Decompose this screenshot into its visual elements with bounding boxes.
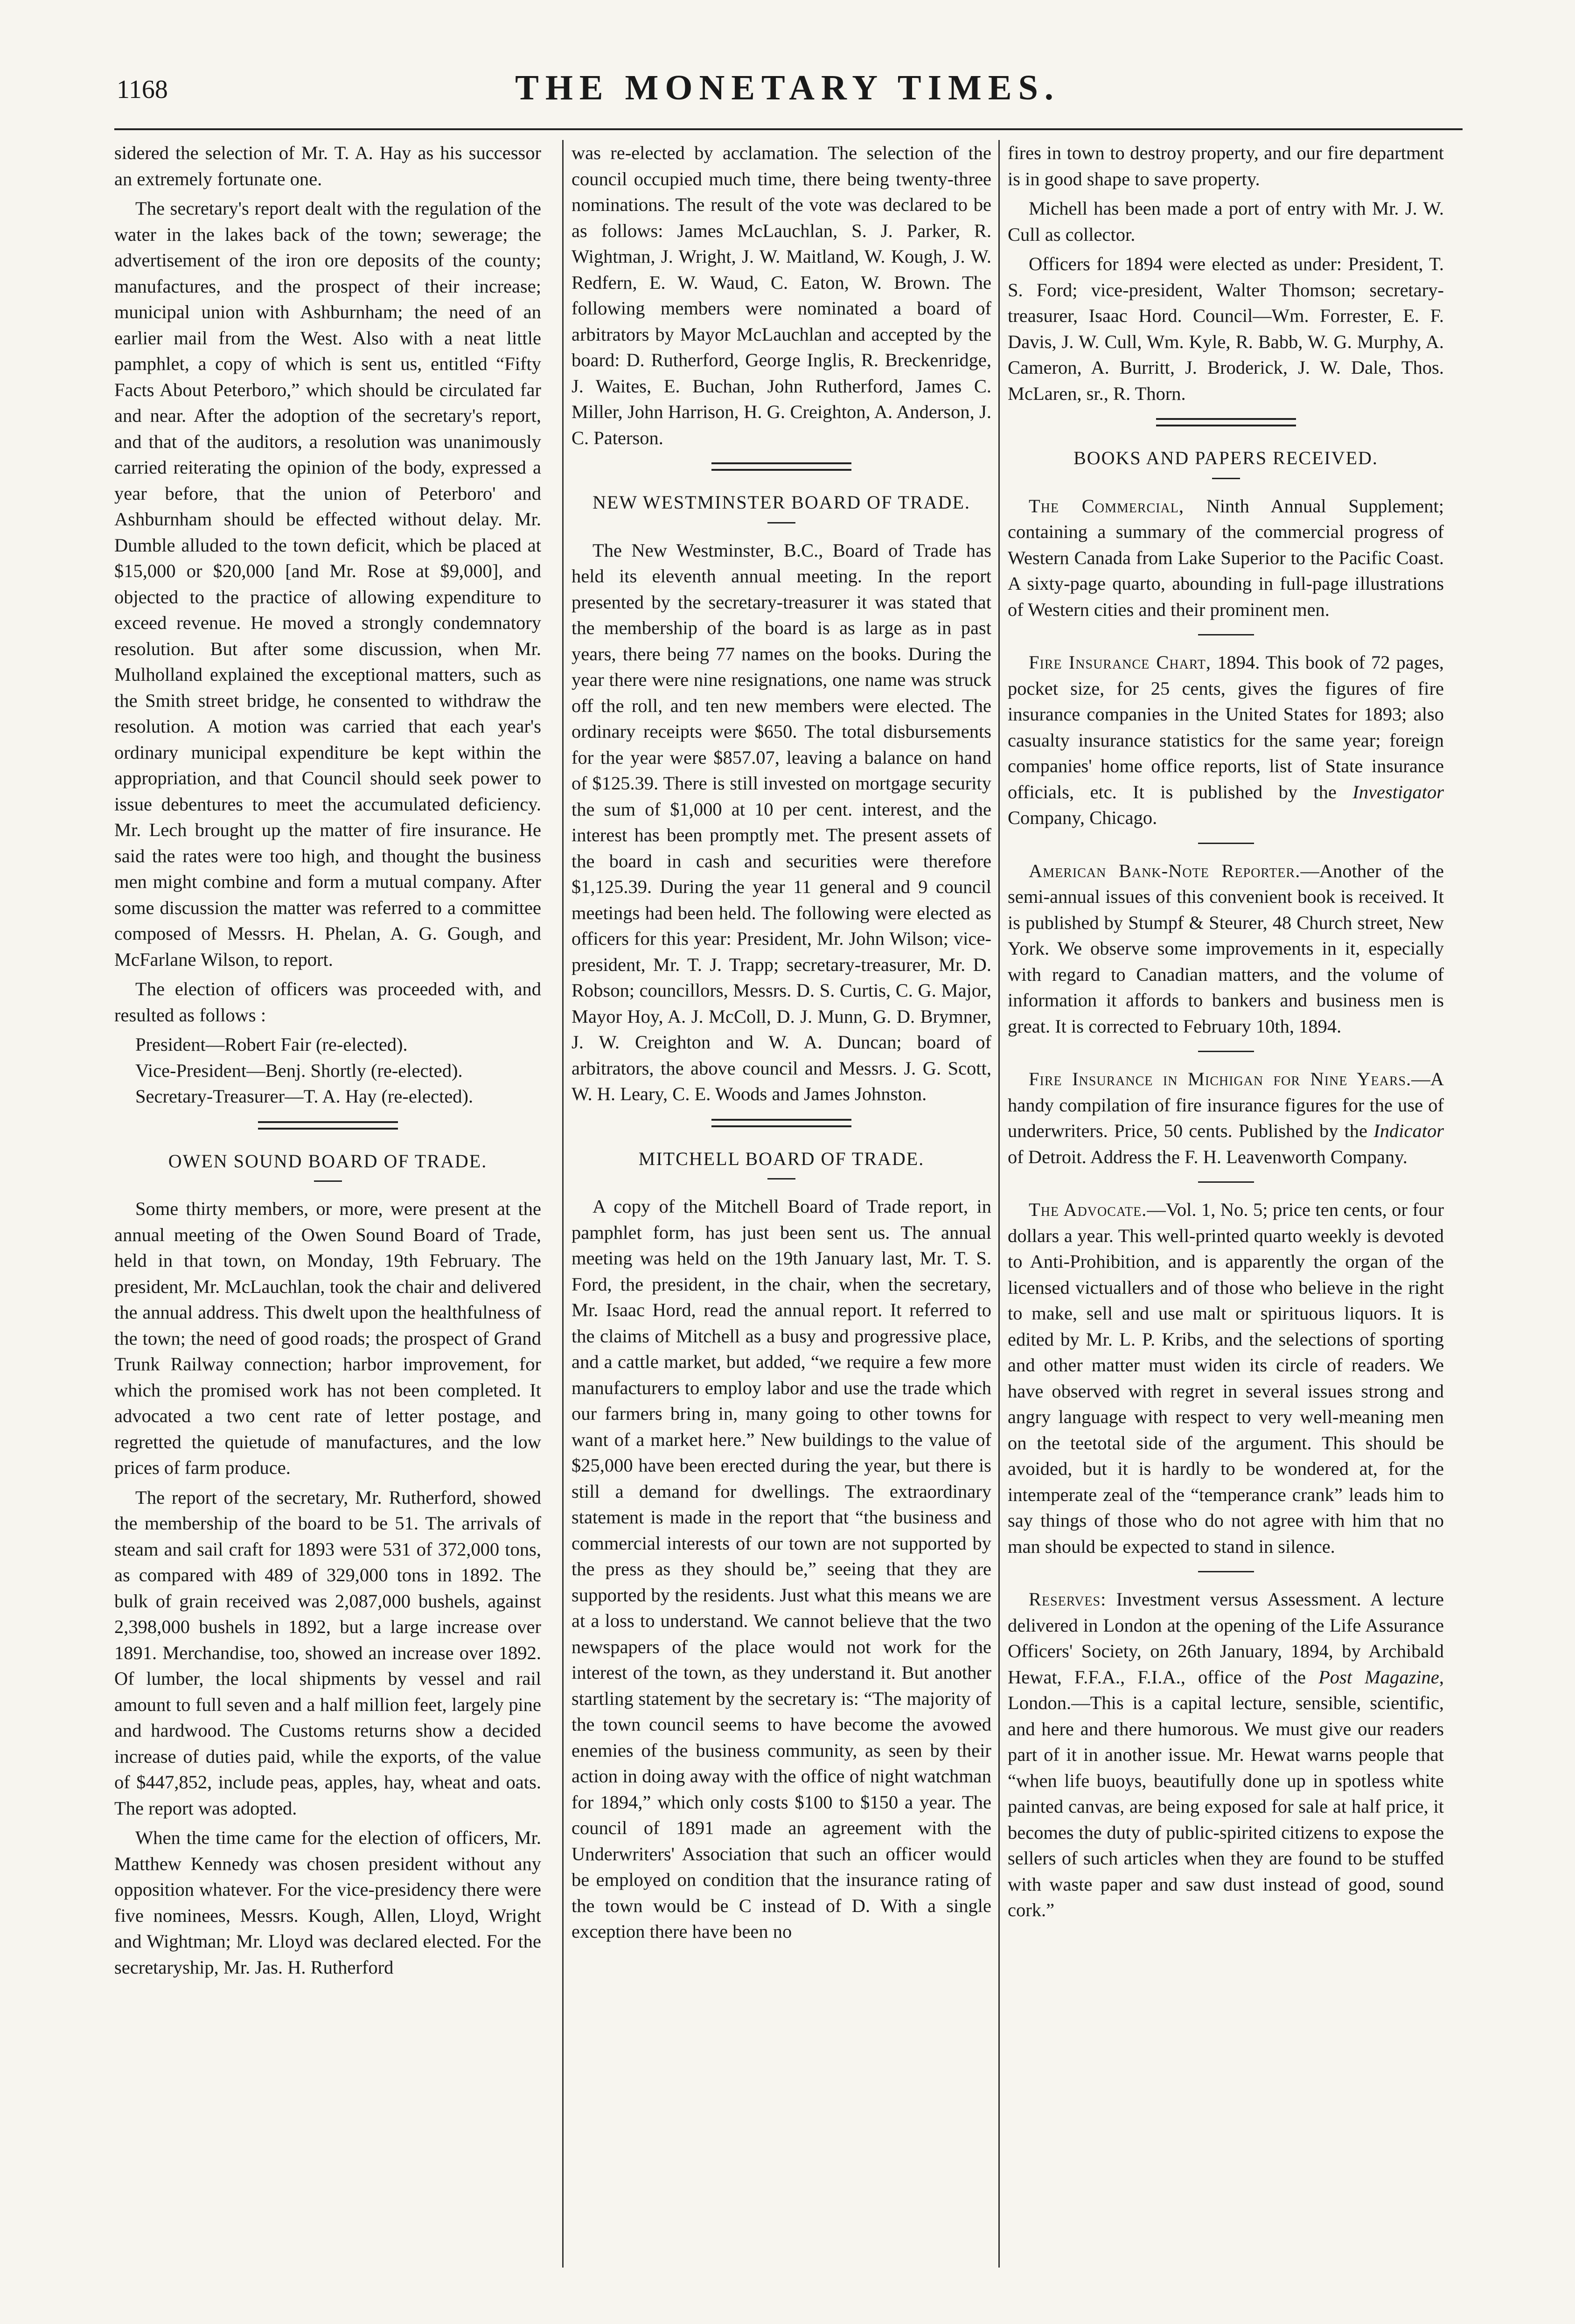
paragraph: When the time came for the election of officers, Mr. Matthew Kennedy was chosen president without any opposition whatever. For the vice-presidency there were five nominees, Messrs. Kough, Allen, Lloyd, Wright and Wightman; Mr. Lloyd was declared elected. For the secretaryship, Mr. Jas. H. Rutherford	[114, 1827, 541, 1978]
review-title: Fire Insurance Chart,	[1029, 652, 1212, 673]
review-entry	[1008, 493, 1444, 623]
section-heading: BOOKS AND PAPERS RECEIVED.	[1073, 447, 1378, 468]
paragraph: fires in town to destroy property, and our fire department is in good shape to save property.	[1008, 142, 1444, 189]
paragraph: sidered the selection of Mr. T. A. Hay as his successor an extremely fortunate one.	[114, 142, 541, 189]
review-entry	[1008, 858, 1444, 1040]
section-rule	[258, 1121, 398, 1130]
section-heading: OWEN SOUND BOARD OF TRADE.	[168, 1150, 488, 1172]
paragraph: The New Westminster, B.C., Board of Trade has held its eleventh annual meeting. In the report presented by the secretary-treasurer it was stated that the membership of the board is as large as in past years, there being 77 names on the books. During the year there were nine resignations, one name was struck off the roll, and ten new members were elected. The ordinary receipts were $650. The total disbursements for the year were $857.07, leaving a balance on hand of $125.39. There is still invested on mortgage security the sum of $1,000 at 10 per cent. interest, and the interest has been promptly met. The present assets of the board in cash and securities were therefore $1,125.39. During the year 11 general and 9 council meetings had been held. The following were elected as officers for this year: President, Mr. John Wilson; vice-president, Mr. T. J. Trapp; secretary-treasurer, Mr. D. Robson; councillors, Messrs. D. S. Curtis, C. G. Major, Mayor Hoy, A. J. McColl, D. J. Munn, G. D. Brymner, J. W. Creighton and W. A. Duncan; board of arbitrators, the above council and Messrs. J. G. Scott, W. H. Leary, C. E. Woods and James Johnston.	[571, 539, 991, 1104]
paragraph: The secretary's report dealt with the regulation of the water in the lakes back of the town; sewerage; the advertisement of the iron ore deposits of the county; manufactures, and the prospect of their increase; municipal union with Ashburnham; the need of an earlier mail from the West. Also with a neat little pamphlet, a copy of which is sent us, entitled “Fifty Facts About Peterboro,” which should be circulated far and near. After the adoption of the secretary's report, and that of the auditors, a resolution was unanimously carried reiterating the opinion of the body, expressed a year before, that the union of Peterboro' and Ashburnham should be effected without delay. Mr. Dumble alluded to the town deficit, which be placed at $15,000 or $20,000 [and Mr. Rose at $9,000], and objected to the practice of allowing expenditure to exceed revenue. He moved a strongly condemnatory resolution. But after some discussion, when Mr. Mulholland explained the exceptional matters, such as the Smith street bridge, he consented to withdraw the resolution. A motion was carried that each year's ordinary municipal expenditure be kept within the appropriation, and that Council should seek power to issue debentures to meet the accumulated deficiency. Mr. Lech brought up the matter of fire insurance. He said the rates were too high, and thought the business men might combine and form a mutual company. After some discussion the matter was referred to a committee composed of Messrs. H. Phelan, A. G. Gough, and McFarlane Wilson, to report.	[114, 198, 541, 970]
item-rule	[1198, 843, 1254, 844]
review-text: , London.—This is a capital lecture, sensible, scientific, and here and there humorous. We must give our readers part of it in another issue. Mr. Hewat warns people that “when life buoys, beautifully done up in spotless white painted canvas, are being exposed for sale at half price, it becomes the duty of public-spirited citizens to expose the sellers of such articles when they are found to be stuffed with waste paper and saw dust instead of good, sound cork.”	[1008, 1666, 1444, 1920]
column-divider	[998, 140, 1000, 2268]
header-rule	[114, 128, 1463, 130]
review-italic: Indicator	[1373, 1120, 1444, 1141]
paragraph: was re-elected by acclamation. The selection of the council occupied much time, there being twenty-three nominations. The result of the vote was declared to be as follows: James McLauchlan, S. J. Parker, R. Wightman, J. Wright, J. W. Maitland, W. Kough, J. W. Redfern, E. W. Waud, C. Eaton, W. Brown. The following members were nominated a board of arbitrators by Mayor McLauchlan and accepted by the board: D. Rutherford, George Inglis, R. Breckenridge, J. Waites, E. Buchan, John Rutherford, James C. Miller, John Harrison, H. G. Creighton, A. Anderson, J. C. Paterson.	[571, 142, 991, 448]
section-rule	[711, 1119, 851, 1127]
review-text: 1894. This book of 72 pages, pocket size, for 25 cents, gives the figures of fire insurance companies in the United States for 1893; also casualty insurance statistics for the same year; foreign companies' home office reports, list of State insurance officials, etc. It is published by the	[1008, 652, 1444, 803]
review-text: —Another of the semi-annual issues of this convenient book is received. It is published by Stumpf & Steurer, 48 Church street, New York. We observe some improvements in it, especially with regard to Canadian matters, and the volume of information it affords to bankers and business men is great. It is corrected to February 10th, 1894.	[1008, 860, 1444, 1037]
paragraph: The report of the secretary, Mr. Rutherford, showed the membership of the board to be 51. The arrivals of steam and sail craft for 1893 were 531 of 372,000 tons, as compared with 489 of 329,000 tons in 1892. The bulk of grain received was 2,087,000 bushels, against 2,398,000 bushels in 1892, but a large increase over 1891. Merchandise, too, showed an increase over 1892. Of lumber, the local shipments by vessel and rail amount to full seven and a half million feet, largely pine and hardwood. The Customs returns show a decided increase of duties paid, while the exports, of the value of $447,852, include peas, apples, hay, wheat and oats. The report was adopted.	[114, 1487, 541, 1819]
review-title: American Bank-Note Reporter.	[1029, 860, 1301, 881]
review-text: —Vol. 1, No. 5; price ten cents, or four dollars a year. This well-printed quarto weekly is devoted to Anti-Prohibition, and is apparently the organ of the licensed victuallers and of those who believe in the right to make, sell and use malt or spirituous liquors. It is edited by Mr. L. P. Kribs, and the selections of sporting and other matter must widen its circle of readers. We have observed with regret in several issues strong and angry language with respect to very well-meaning men on the teetotal side of the argument. This should be avoided, but it is hardly to be wondered at, for the intemperate zeal of the “temperance crank” leads him to say things of those who do not agree with him that no man should be expected to stand in silence.	[1008, 1199, 1444, 1557]
page-number: 1168	[117, 75, 168, 104]
review-entry	[1008, 649, 1444, 831]
column-divider	[562, 140, 564, 2268]
review-entry	[1008, 1586, 1444, 1923]
section-rule	[711, 462, 851, 471]
review-text: of Detroit. Address the F. H. Leavenworth Company.	[1008, 1146, 1408, 1167]
review-entry	[1008, 1197, 1444, 1559]
item-rule	[1198, 1571, 1254, 1572]
review-text: —A handy compilation of fire insurance figures for the use of underwriters. Price, 50 cents. Published by the	[1008, 1068, 1444, 1141]
masthead-title: THE MONETARY TIMES.	[515, 68, 1060, 107]
officer-line: President—Robert Fair (re-elected).	[135, 1034, 408, 1055]
review-text: Company, Chicago.	[1008, 807, 1157, 828]
section-heading: MITCHELL BOARD OF TRADE.	[638, 1148, 925, 1169]
review-title: The Advocate.	[1029, 1199, 1147, 1220]
officer-line: Vice-President—Benj. Shortly (re-elected).	[135, 1060, 463, 1081]
section-rule	[1156, 418, 1296, 426]
review-title: Fire Insurance in Michigan for Nine Years.	[1029, 1068, 1412, 1089]
paragraph: A copy of the Mitchell Board of Trade report, in pamphlet form, has just been sent us. The annual meeting was held on the 19th January last, Mr. T. S. Ford, the president, in the chair, when the secretary, Mr. Isaac Hord, read the annual report. It referred to the claims of Mitchell as a busy and progressive place, and a cattle market, but added, “we require a few more manufacturers to employ labor and use the trade which our farmers bring in, many going to other towns for want of a market here.” New buildings to the value of $25,000 have been erected during the year, but there is still a demand for dwellings. The extraordinary statement is made in the report that “the business and commercial interests of our town are not supported by the press as they should be,” seeing that they are supported by the residents. Just what this means we are at a loss to understand. We cannot believe that the two newspapers of the place would not work for the interest of the town, as they understand it. But another startling statement by the secretary is: “The majority of the town council seems to have become the avowed enemies of the business community, as seen by their action in doing away with the office of night watchman for 1894,” which only costs $100 to $150 a year. The council of 1891 made an agreement with the Underwriters' Association that such an officer would be employed on condition that the insurance rating of the town would be C instead of D. With a single exception there have been no	[571, 1196, 991, 1942]
review-italic: Post Magazine	[1318, 1666, 1439, 1688]
item-rule	[1198, 1181, 1254, 1183]
review-text: Ninth Annual Supplement; containing a summary of the commercial progress of Western Canada from Lake Superior to the Pacific Coast. A sixty-page quarto, abounding in full-page illustrations of Western cities and their prominent men.	[1008, 495, 1444, 620]
review-title: The Commercial,	[1029, 495, 1184, 516]
paragraph: Some thirty members, or more, were present at the annual meeting of the Owen Sound Board of Trade, held in that town, on Monday, 19th February. The president, Mr. McLauchlan, took the chair and delivered the annual address. This dwelt upon the healthfulness of the town; the need of good roads; the prospect of Grand Trunk Railway connection; harbor improvement, for which the promised work has not been completed. It advocated a two cent rate of letter postage, and regretted the quietude of manufactures, and the low prices of farm produce.	[114, 1198, 541, 1478]
heading-rule	[767, 1178, 795, 1179]
heading-rule	[767, 522, 795, 523]
paragraph: The election of officers was proceeded with, and resulted as follows :	[114, 978, 541, 1026]
paragraph: Michell has been made a port of entry with Mr. J. W. Cull as collector.	[1008, 198, 1444, 245]
review-italic: Investigator	[1352, 781, 1444, 803]
section-heading: NEW WESTMINSTER BOARD OF TRADE.	[592, 492, 970, 513]
heading-rule	[314, 1180, 342, 1182]
column-3	[1008, 140, 1444, 2268]
officer-line: Secretary-Treasurer—T. A. Hay (re-elected).	[135, 1086, 474, 1107]
review-entry	[1008, 1066, 1444, 1170]
item-rule	[1198, 634, 1254, 635]
column-2	[571, 140, 991, 2268]
paragraph: Officers for 1894 were elected as under: President, T. S. Ford; vice-president, Walter Thomson; secretary-treasurer, Isaac Hord. Council—Wm. Forrester, E. F. Davis, J. W. Cull, Wm. Kyle, R. Babb, W. G. Murphy, A. Cameron, A. Burritt, J. Broderick, J. W. Dale, Thos. McLaren, sr., R. Thorn.	[1008, 253, 1444, 404]
column-1	[114, 140, 541, 2268]
item-rule	[1198, 1051, 1254, 1052]
review-title: Reserves:	[1029, 1589, 1107, 1610]
review-text: Investment versus Assessment. A lecture delivered in London at the opening of the Life Assurance Officers' Society, on 26th January, 1894, by Archibald Hewat, F.F.A., F.I.A., office of the	[1008, 1589, 1444, 1688]
heading-rule	[1212, 478, 1240, 479]
